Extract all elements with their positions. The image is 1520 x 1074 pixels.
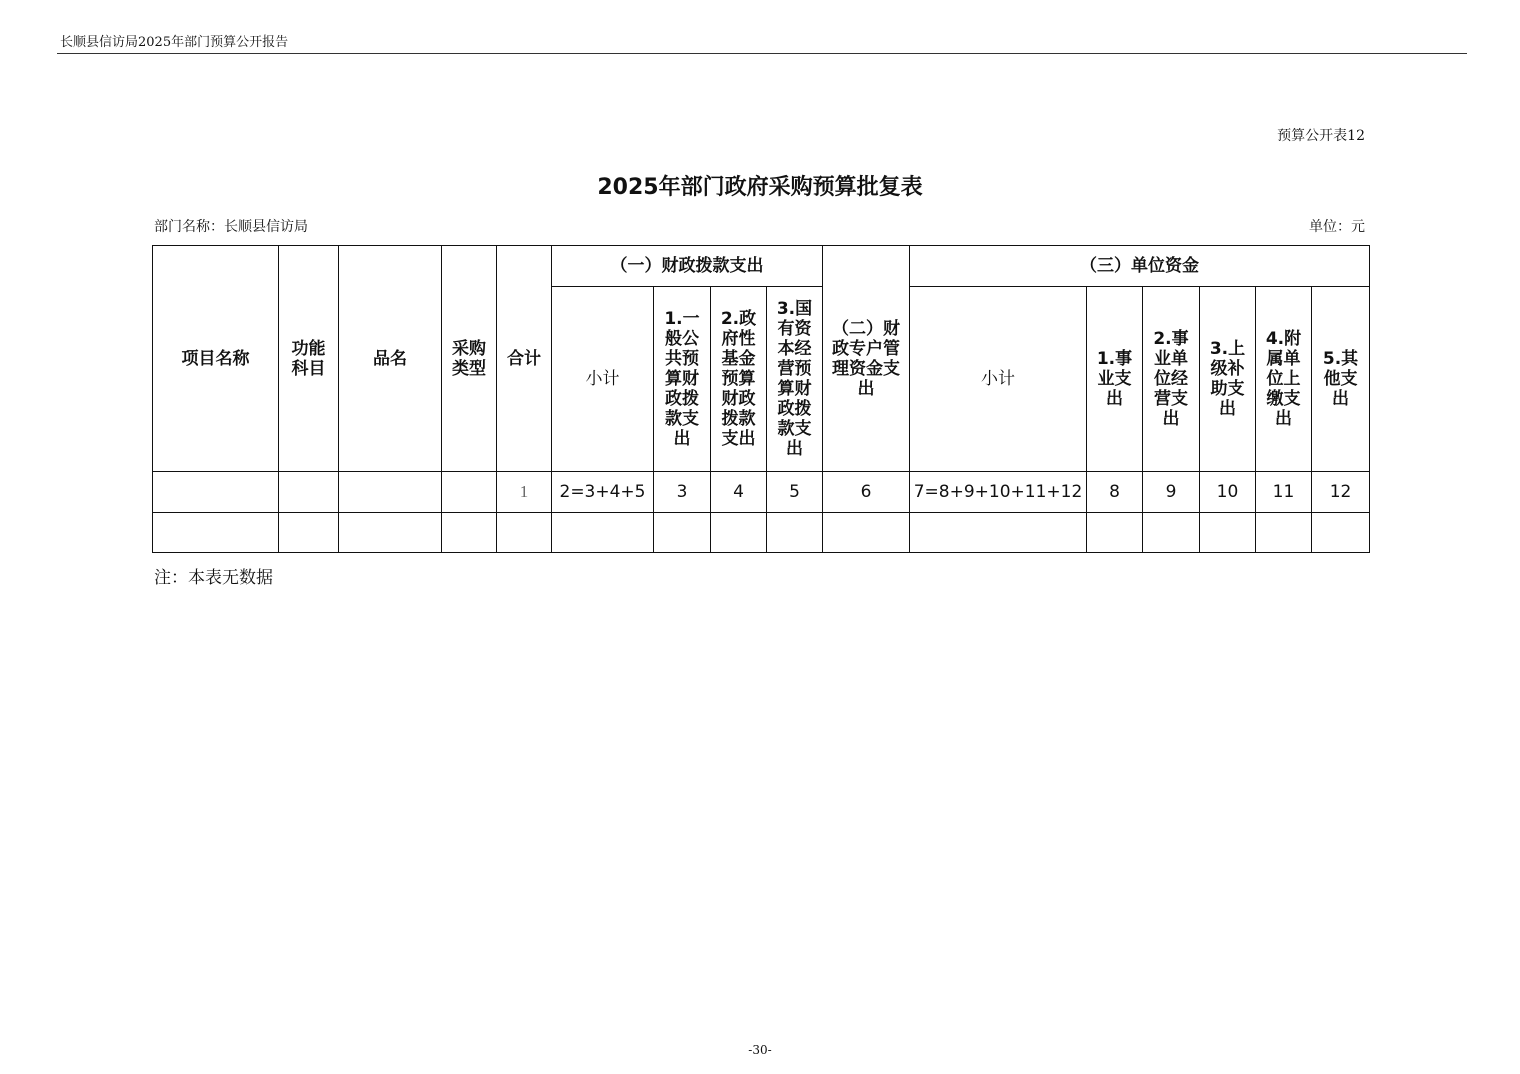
table-cell <box>339 513 442 553</box>
index-cell: 2=3+4+5 <box>552 472 654 513</box>
table-cell <box>339 472 442 513</box>
table-cell <box>1256 513 1312 553</box>
table-cell <box>767 513 823 553</box>
col-subordinate-remittance-expense: 4.附属单位上缴支出 <box>1256 287 1312 472</box>
col-purchase-type: 采购类型 <box>442 246 497 472</box>
col-business-operation-expense: 2.事业单位经营支出 <box>1143 287 1200 472</box>
table-cell <box>552 513 654 553</box>
table-cell <box>279 513 339 553</box>
procurement-budget-table <box>152 245 1370 553</box>
table-note: 注：本表无数据 <box>154 568 273 588</box>
table-row <box>153 513 1370 553</box>
index-cell: 6 <box>823 472 910 513</box>
table-cell <box>910 513 1087 553</box>
table-cell <box>1087 513 1143 553</box>
col-g1-subtotal: 小计 <box>552 287 654 472</box>
header-divider <box>57 53 1467 54</box>
index-cell: 4 <box>711 472 767 513</box>
col-undertaking-expense: 1.事业支出 <box>1087 287 1143 472</box>
group-unit-funds: （三）单位资金 <box>910 246 1370 287</box>
col-general-public-budget: 1.一般公共预算财政拨款支出 <box>654 287 711 472</box>
index-cell: 1 <box>497 472 552 513</box>
col-project-name: 项目名称 <box>153 246 279 472</box>
col-government-fund-budget: 2.政府性基金预算财政拨款支出 <box>711 287 767 472</box>
unit-label: 单位：元 <box>1309 219 1365 235</box>
index-cell: 5 <box>767 472 823 513</box>
col-function-subject: 功能科目 <box>279 246 339 472</box>
index-row <box>153 472 1370 513</box>
page-number: -30- <box>748 1043 772 1057</box>
group-fiscal-appropriation: （一）财政拨款支出 <box>552 246 823 287</box>
table-cell <box>1312 513 1370 553</box>
index-cell: 7=8+9+10+11+12 <box>910 472 1087 513</box>
col-superior-subsidy-expense: 3.上级补助支出 <box>1200 287 1256 472</box>
index-cell: 8 <box>1087 472 1143 513</box>
table-cell <box>442 513 497 553</box>
table-cell <box>442 472 497 513</box>
page-title: 2025年部门政府采购预算批复表 <box>597 175 923 200</box>
index-cell: 11 <box>1256 472 1312 513</box>
table-cell <box>1200 513 1256 553</box>
col-item-name: 品名 <box>339 246 442 472</box>
table-cell <box>823 513 910 553</box>
index-cell: 12 <box>1312 472 1370 513</box>
table-cell <box>711 513 767 553</box>
table-cell <box>279 472 339 513</box>
table-cell <box>153 472 279 513</box>
col-total: 合计 <box>497 246 552 472</box>
table-cell <box>153 513 279 553</box>
index-cell: 9 <box>1143 472 1200 513</box>
table-cell <box>1143 513 1200 553</box>
table-cell <box>497 513 552 553</box>
col-other-expense: 5.其他支出 <box>1312 287 1370 472</box>
col-g3-subtotal: 小计 <box>910 287 1087 472</box>
table-number: 预算公开表12 <box>1277 128 1365 144</box>
col-special-account-funds: （二）财政专户管理资金支出 <box>823 246 910 472</box>
table-cell <box>654 513 711 553</box>
running-header: 长顺县信访局2025年部门预算公开报告 <box>60 35 289 50</box>
index-cell: 10 <box>1200 472 1256 513</box>
department-label: 部门名称：长顺县信访局 <box>154 219 308 235</box>
col-state-capital-budget: 3.国有资本经营预算财政拨款支出 <box>767 287 823 472</box>
index-cell: 3 <box>654 472 711 513</box>
